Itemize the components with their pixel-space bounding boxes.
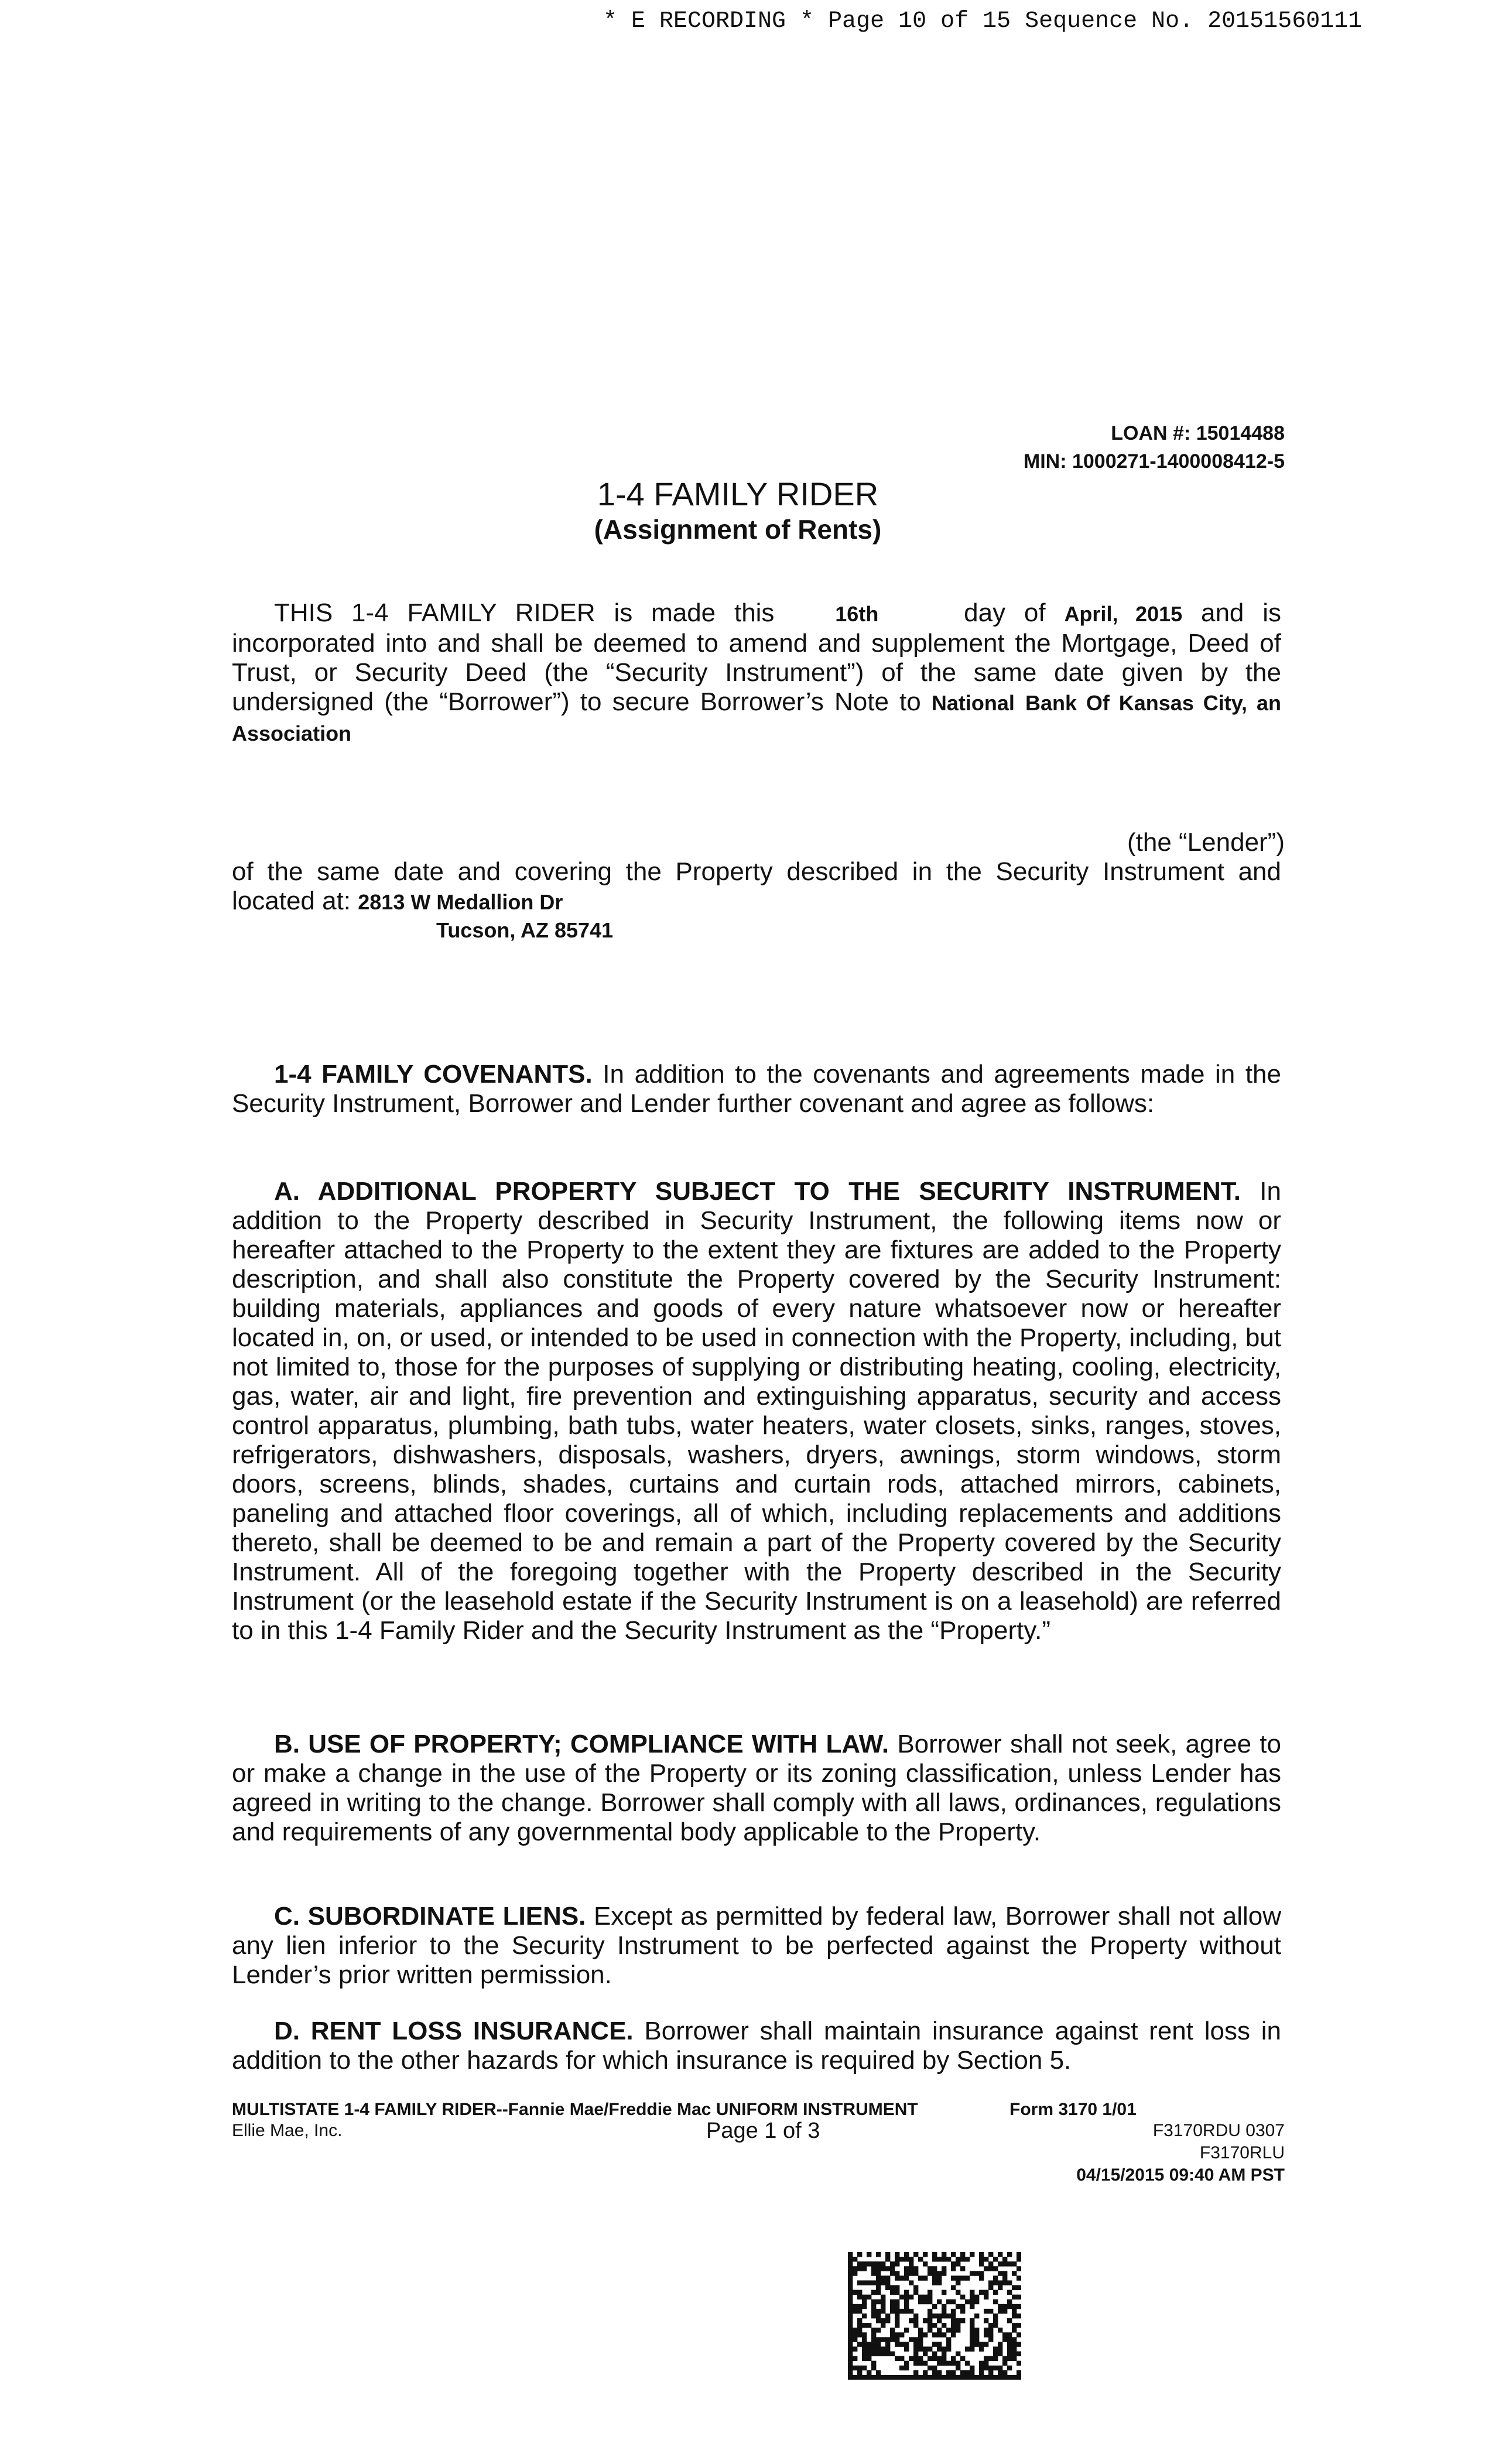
section-b [232, 1730, 1281, 1847]
loan-number: LOAN #: 15014488 [1111, 422, 1285, 444]
section-a-heading: A. ADDITIONAL PROPERTY SUBJECT TO THE SECURITY INSTRUMENT. [274, 1177, 1241, 1206]
title-sub: (Assignment of Rents) [594, 514, 882, 545]
recording-header: * E RECORDING * Page 10 of 15 Sequence No. 20151560111 [603, 8, 1363, 35]
covenants-heading: 1-4 FAMILY COVENANTS. [274, 1060, 593, 1089]
loan-info [1024, 419, 1285, 475]
section-b-heading: B. USE OF PROPERTY; COMPLIANCE WITH LAW. [274, 1730, 889, 1758]
covenants-text: In addition to the covenants and agreements made in the Security Instrument, Borrower and Lender further covenant and agree as follows: [232, 1060, 1281, 1118]
footer-datetime: 04/15/2015 09:40 AM PST [1076, 2165, 1285, 2185]
lender-name-1: National [931, 691, 1015, 715]
footer-vendor: Ellie Mae, Inc. [232, 2121, 343, 2140]
section-d [232, 2017, 1281, 2075]
min-number: MIN: 1000271-1400008412-5 [1023, 450, 1285, 473]
property-paragraph [232, 857, 1281, 917]
address-line-1: 2813 W Medallion Dr [358, 890, 563, 914]
section-c-heading: C. SUBORDINATE LIENS. [274, 1902, 586, 1931]
intro-month-year: April, 2015 [1064, 602, 1183, 626]
lender-tag: (the “Lender”) [1127, 828, 1285, 857]
footer-instrument: MULTISTATE 1-4 FAMILY RIDER--Fannie Mae/Freddie Mac UNIFORM INSTRUMENT [232, 2100, 918, 2119]
section-a [232, 1177, 1281, 1645]
section-a-text: In addition to the Property described in Security Instrument, the following items now or hereafter attached to the Property to the extent they are fixtures are added to the Property description, and shall also constitute the Property covered by the Security Instrument: building materials, appliances and goods of every nature whatsoever now or hereafter located in, on, or used, or intended to be used in connection with the Property, including, but not limited to, those for the purposes of supplying or distributing heating, cooling, electricity, gas, water, air and light, fire prevention and extinguishing apparatus, security and access control apparatus, plumbing, bath tubs, water heaters, water closets, sinks, ranges, stoves, refrigerators, dishwashers, disposals, washers, dryers, awnings, storm windows, storm doors, screens, blinds, shades, curtains and curtain rods, attached mirrors, cabinets, paneling and attached floor coverings, all of which, including replacements and additions thereto, shall be deemed to be and remain a part of the Property covered by the Security Instrument. All of the foregoing together with the Property described in the Security Instrument (or the leasehold estate if the Security Instrument is on a leasehold) are referred to in this 1-4 Family Rider and the Security Instrument as the “Property.” [232, 1177, 1281, 1645]
property-text: of the same date and covering the Property described in the Security Instrument and located at: [232, 857, 1281, 915]
intro-paragraph [232, 598, 1281, 748]
title-main: 1-4 FAMILY RIDER [597, 475, 879, 512]
footer-code-2: F3170RLU [1199, 2143, 1285, 2162]
footer-page: Page 1 of 3 [706, 2119, 820, 2143]
address-line-2: Tucson, AZ 85741 [436, 918, 614, 942]
section-d-heading: D. RENT LOSS INSURANCE. [274, 2017, 634, 2045]
intro-rest: and is incorporated into and shall be deemed to amend and supplement the Mortgage, Deed of Trust, or Security Deed (the “Security Instrument”) of the same date given by the undersigned (the “Borrower”) to secure Borrower’s Note to [232, 598, 1282, 716]
intro-start: THIS 1-4 FAMILY RIDER is made this [274, 598, 775, 627]
footer-form: Form 3170 1/01 [1009, 2100, 1137, 2119]
section-b-text: Borrower shall not seek, agree to or make a change in the use of the Property or its zoning classification, unless Lender has agreed in writing to the change. Borrower shall comply with all laws, ordinances, regulations and requirements of any governmental body applicable to the Property. [232, 1730, 1281, 1846]
footer-code-1: F3170RDU 0307 [1152, 2121, 1285, 2140]
document-title [574, 475, 902, 546]
covenants-paragraph [232, 1060, 1281, 1118]
section-d-text: Borrower shall maintain insurance against rent loss in addition to the other hazards for which insurance is required by Section 5. [232, 2017, 1282, 2075]
barcode-image [848, 2252, 1021, 2380]
intro-day: 16th [835, 602, 879, 626]
intro-day-of: day of [964, 598, 1046, 627]
section-c-text: Except as permitted by federal law, Borrower shall not allow any lien inferior to the Security Instrument to be perfected against the Property without Lender’s prior written permission. [232, 1902, 1282, 1989]
lender-name-2: Bank Of Kansas City, an Association [232, 691, 1281, 745]
section-c [232, 1902, 1281, 1990]
